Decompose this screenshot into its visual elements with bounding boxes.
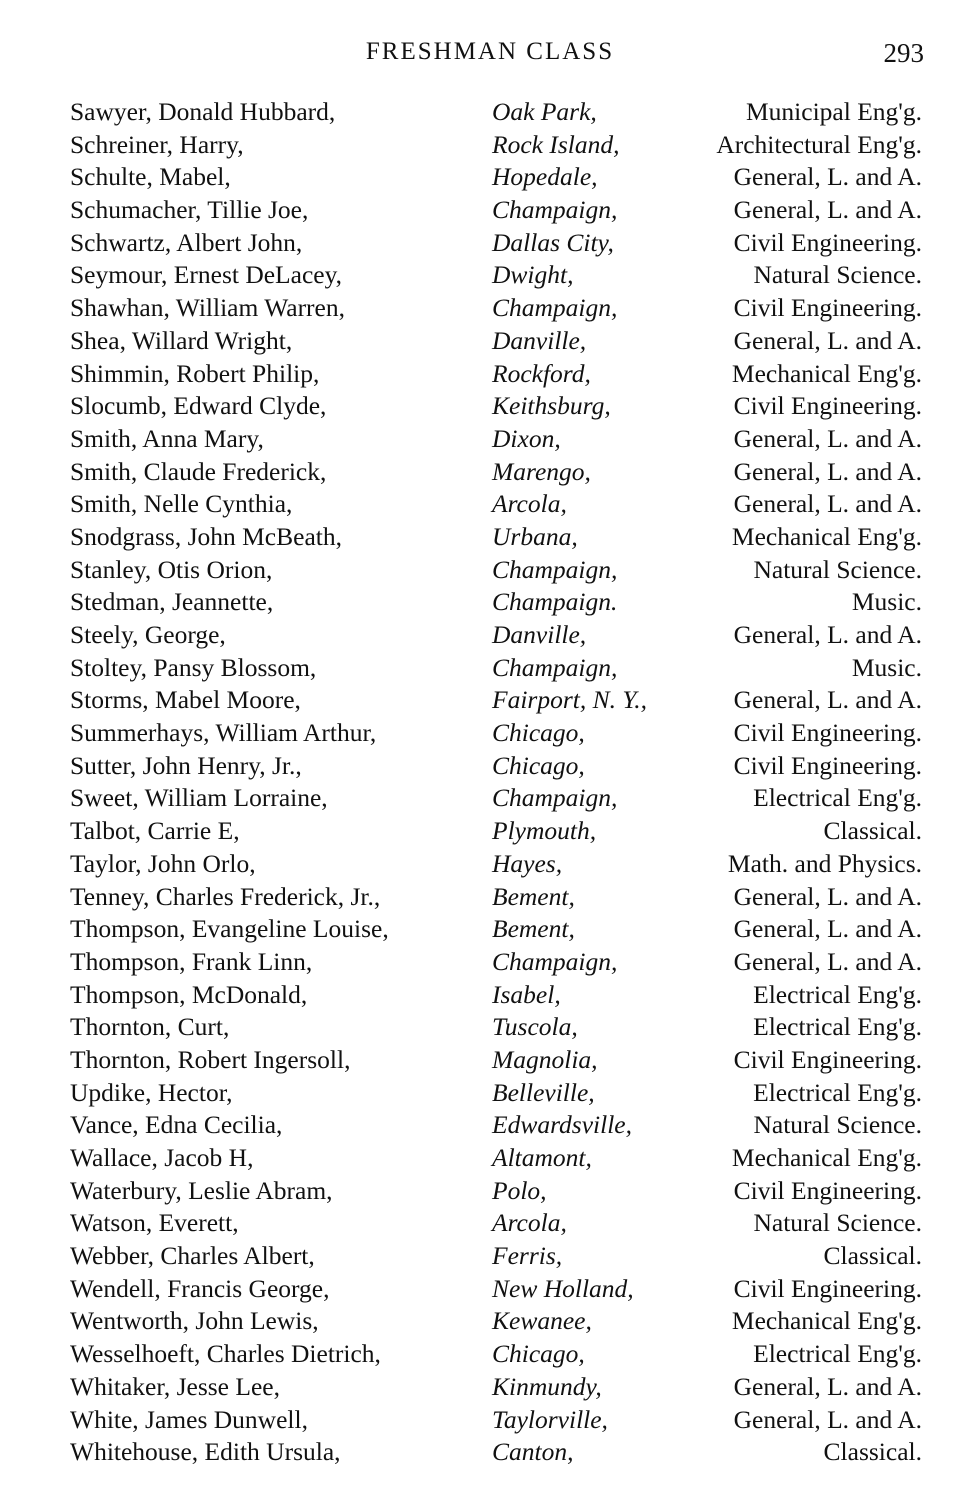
student-hometown: Oak Park, [492, 97, 597, 126]
student-course: Music. [851, 652, 922, 682]
student-course: Electrical Eng'g. [753, 979, 922, 1009]
student-hometown: Champaign, [492, 783, 618, 813]
student-hometown: Chicago, [492, 1339, 585, 1369]
student-name: Shea, Willard Wright, [70, 325, 293, 355]
student-course: Architectural Eng'g. [716, 129, 922, 159]
student-row [70, 717, 922, 750]
student-course: General, L. and A. [733, 325, 922, 355]
page-title: FRESHMAN CLASS [365, 38, 615, 65]
student-course: General, L. and A. [733, 620, 922, 649]
student-course: Electrical Eng'g. [753, 1012, 922, 1042]
student-course: Math. and Physics. [727, 848, 922, 878]
student-hometown: Champaign, [492, 195, 618, 225]
student-course: Mechanical Eng'g. [731, 1143, 922, 1172]
student-name: Schreiner, Harry, [70, 129, 244, 159]
student-row [70, 1175, 922, 1208]
student-hometown: Bement, [492, 914, 575, 944]
student-hometown: Chicago, [492, 750, 585, 780]
student-course: Mechanical Eng'g. [731, 358, 922, 388]
student-row [70, 815, 922, 848]
student-course: Electrical Eng'g. [753, 1077, 922, 1107]
student-name: Updike, Hector, [70, 1077, 233, 1107]
student-name: Thompson, Frank Linn, [70, 946, 313, 976]
student-hometown: Rock Island, [492, 129, 620, 159]
student-course: Classical. [823, 816, 922, 846]
student-hometown: Rockford, [492, 358, 591, 388]
student-row [70, 1273, 922, 1306]
student-row [70, 96, 922, 129]
student-row [70, 1436, 922, 1469]
student-name: Wesselhoeft, Charles Dietrich, [70, 1339, 381, 1369]
student-name: Smith, Nelle Cynthia, [70, 489, 293, 519]
student-course: Classical. [823, 1241, 922, 1271]
student-name: Sutter, John Henry, Jr., [70, 750, 302, 780]
student-row [70, 521, 922, 554]
student-course: General, L. and A. [733, 489, 922, 519]
student-hometown: Canton, [492, 1437, 574, 1467]
student-hometown: Taylorville, [492, 1404, 608, 1434]
student-row [70, 1207, 922, 1240]
student-course: General, L. and A. [733, 881, 922, 911]
student-name: Wendell, Francis George, [70, 1273, 330, 1303]
student-name: Seymour, Ernest DeLacey, [70, 260, 343, 290]
student-hometown: Champaign, [492, 652, 618, 682]
student-row [70, 456, 922, 489]
student-row [70, 259, 922, 292]
student-course: Civil Engineering. [733, 718, 922, 748]
student-course: General, L. and A. [733, 456, 922, 486]
student-name: Schumacher, Tillie Joe, [70, 195, 309, 225]
student-name: Thornton, Robert Ingersoll, [70, 1044, 351, 1074]
student-name: Sweet, William Lorraine, [70, 783, 328, 813]
student-course: Civil Engineering. [733, 1044, 922, 1074]
student-name: Thompson, McDonald, [70, 979, 308, 1009]
student-course: Natural Science. [753, 554, 922, 584]
student-row [70, 946, 922, 979]
student-hometown: Keithsburg, [492, 391, 611, 421]
student-course: Electrical Eng'g. [753, 1339, 922, 1369]
student-row [70, 161, 922, 194]
student-row [70, 1044, 922, 1077]
student-name: Schwartz, Albert John, [70, 227, 303, 257]
student-course: Natural Science. [753, 1208, 922, 1238]
student-name: Webber, Charles Albert, [70, 1241, 315, 1271]
student-row [70, 488, 922, 521]
student-hometown: Fairport, N. Y., [492, 685, 647, 715]
student-name: Stoltey, Pansy Blossom, [70, 652, 317, 682]
student-course: Civil Engineering. [733, 391, 922, 421]
student-row [70, 1109, 922, 1142]
student-name: Thornton, Curt, [70, 1012, 230, 1042]
student-row [70, 652, 922, 685]
student-name: Summerhays, William Arthur, [70, 718, 377, 748]
student-row [70, 750, 922, 783]
student-row [70, 1011, 922, 1044]
student-course: Electrical Eng'g. [753, 783, 922, 813]
student-course: Civil Engineering. [733, 1273, 922, 1303]
student-name: Smith, Claude Frederick, [70, 456, 327, 486]
student-name: Smith, Anna Mary, [70, 423, 264, 453]
student-row [70, 1077, 922, 1110]
student-course: General, L. and A. [733, 685, 922, 715]
student-row [70, 684, 922, 717]
student-name: White, James Dunwell, [70, 1404, 308, 1434]
student-course: General, L. and A. [733, 914, 922, 944]
student-row [70, 1404, 922, 1437]
student-hometown: Dixon, [492, 423, 561, 453]
student-hometown: Ferris, [492, 1241, 563, 1271]
student-name: Taylor, John Orlo, [70, 848, 256, 878]
student-hometown: Arcola, [492, 489, 567, 519]
student-course: Civil Engineering. [733, 1175, 922, 1205]
student-name: Whitaker, Jesse Lee, [70, 1371, 280, 1401]
student-name: Stedman, Jeannette, [70, 587, 274, 617]
page-number: 293 [883, 38, 924, 68]
student-hometown: Belleville, [492, 1077, 595, 1107]
student-course: Mechanical Eng'g. [731, 1306, 922, 1336]
student-course: Natural Science. [753, 1110, 922, 1140]
student-row [70, 292, 922, 325]
student-course: General, L. and A. [733, 162, 922, 192]
student-course: Civil Engineering. [733, 293, 922, 323]
student-row [70, 979, 922, 1012]
student-roster [70, 96, 922, 1469]
student-name: Wentworth, John Lewis, [70, 1306, 319, 1336]
student-course: Classical. [823, 1437, 922, 1467]
student-row [70, 1338, 922, 1371]
running-head [0, 36, 980, 68]
student-hometown: Kewanee, [492, 1306, 592, 1336]
student-name: Wallace, Jacob H, [70, 1143, 254, 1172]
student-hometown: Kinmundy, [492, 1371, 602, 1401]
student-name: Vance, Edna Cecilia, [70, 1110, 283, 1140]
student-hometown: Dwight, [492, 260, 574, 290]
student-course: Natural Science. [753, 260, 922, 290]
student-name: Sawyer, Donald Hubbard, [70, 97, 336, 126]
student-hometown: Champaign, [492, 293, 618, 323]
student-row [70, 782, 922, 815]
student-name: Snodgrass, John McBeath, [70, 521, 342, 551]
student-row [70, 390, 922, 423]
student-course: General, L. and A. [733, 423, 922, 453]
student-hometown: Champaign. [492, 587, 618, 617]
student-hometown: Hayes, [492, 848, 563, 878]
student-row [70, 129, 922, 162]
student-name: Schulte, Mabel, [70, 162, 231, 192]
student-row [70, 586, 922, 619]
student-row [70, 1305, 922, 1338]
student-hometown: Bement, [492, 881, 575, 911]
student-hometown: Magnolia, [492, 1044, 598, 1074]
student-course: Music. [851, 587, 922, 617]
student-hometown: Champaign, [492, 554, 618, 584]
student-hometown: Edwardsville, [492, 1110, 633, 1140]
student-row [70, 358, 922, 391]
student-name: Shawhan, William Warren, [70, 293, 345, 323]
student-row [70, 619, 922, 652]
student-name: Tenney, Charles Frederick, Jr., [70, 881, 381, 911]
student-name: Thompson, Evangeline Louise, [70, 914, 389, 944]
student-hometown: Danville, [492, 620, 587, 649]
student-hometown: Chicago, [492, 718, 585, 748]
student-course: General, L. and A. [733, 1404, 922, 1434]
student-course: General, L. and A. [733, 1371, 922, 1401]
student-name: Shimmin, Robert Philip, [70, 358, 320, 388]
student-row [70, 194, 922, 227]
student-hometown: Hopedale, [492, 162, 598, 192]
student-name: Steely, George, [70, 620, 226, 649]
student-row [70, 1371, 922, 1404]
student-hometown: Isabel, [492, 979, 561, 1009]
student-row [70, 227, 922, 260]
student-course: Civil Engineering. [733, 750, 922, 780]
student-row [70, 423, 922, 456]
student-hometown: Marengo, [492, 456, 591, 486]
student-row [70, 913, 922, 946]
student-name: Watson, Everett, [70, 1208, 239, 1238]
student-hometown: Champaign, [492, 946, 618, 976]
student-hometown: New Holland, [492, 1273, 634, 1303]
student-name: Storms, Mabel Moore, [70, 685, 301, 715]
student-hometown: Danville, [492, 325, 587, 355]
student-row [70, 554, 922, 587]
student-hometown: Polo, [492, 1175, 547, 1205]
student-row [70, 881, 922, 914]
student-row [70, 1240, 922, 1273]
student-name: Stanley, Otis Orion, [70, 554, 273, 584]
student-course: General, L. and A. [733, 195, 922, 225]
student-course: Municipal Eng'g. [746, 97, 922, 126]
student-course: Civil Engineering. [733, 227, 922, 257]
student-row [70, 325, 922, 358]
student-hometown: Plymouth, [492, 816, 597, 846]
student-course: Mechanical Eng'g. [731, 521, 922, 551]
student-name: Slocumb, Edward Clyde, [70, 391, 327, 421]
student-hometown: Dallas City, [492, 227, 614, 257]
student-hometown: Tuscola, [492, 1012, 578, 1042]
student-name: Waterbury, Leslie Abram, [70, 1175, 333, 1205]
student-course: General, L. and A. [733, 946, 922, 976]
student-name: Talbot, Carrie E, [70, 816, 240, 846]
student-row [70, 848, 922, 881]
student-hometown: Arcola, [492, 1208, 567, 1238]
student-hometown: Altamont, [492, 1143, 592, 1172]
student-hometown: Urbana, [492, 521, 578, 551]
student-row [70, 1142, 922, 1175]
student-name: Whitehouse, Edith Ursula, [70, 1437, 341, 1467]
